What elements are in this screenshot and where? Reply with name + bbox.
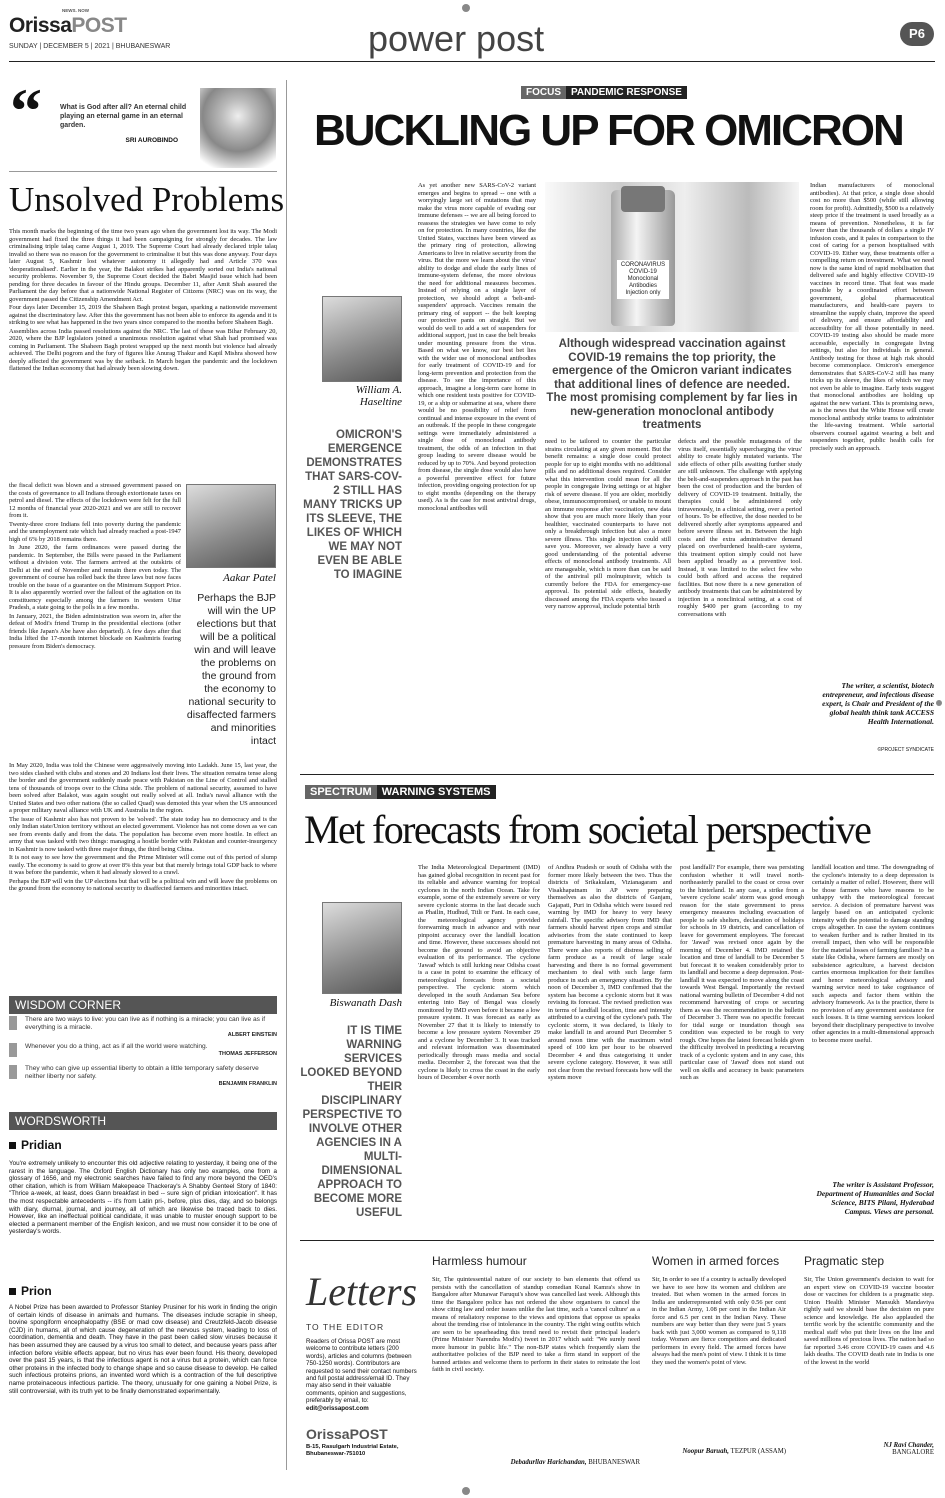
kicker-pandemic: PANDEMIC RESPONSE [566, 86, 687, 99]
editorial-p4: the fiscal deficit was blown and a stressed government passed on the costs of governance to all Indians through extortionate taxes on petrol and diesel. The effects of the lockdown were felt for the full 12 months of financial year 2020-2021 and we are still to recover from it. [9, 482, 181, 519]
forecast-col-4 [812, 864, 934, 1164]
omicron-col-4-text: Indian manufacturers of monoclonal antibodies). At that price, a single dose should cost no more than $500 (while still allowing room for profit). Admittedly, $500 is a relatively steep price if the treatment is used broadly as a means of prevention. Nonetheless, it is far lower than the thousands of dollars a single IV infusion costs, and it pales in comparison to the cost of caring for a person hospitalised with COVID-19. Either way, these treatments offer a compelling return on investment. What we need now is the same kind of rapid mobilisation that delivered safe and highly effective COVID-19 vaccines in record time. That feat was made possible by a coordinated effort between government, global pharmaceutical manufacturers, and health-care payers to streamline the supply chain, improve the speed of delivery, and ensure affordability and accessibility for all those potentially in need. COVID-19 testing also should be made more accessible, especially in congregate living settings, but also for individuals in general. Antibody testing for those at high risk should become commonplace. Omicron's emergence demonstrates that SARS-CoV-2 still has many tricks up its sleeve, the likes of which we may not even be able to imagine. Early tests suggest that monoclonal antibodies are holding up against the new variant. This is promising news, as is the news that the White House will create monoclonal antibody strike teams to administer the life-saving treatment. While sartorial observers counsel against wearing a belt and suspenders together, public health calls for precisely such an approach. [810, 182, 934, 452]
omicron-kicker [521, 86, 687, 99]
omicron-col-2 [545, 438, 671, 756]
omicron-bio: The writer, a scientist, biotech entrepreneur, and infectious disease expert, is Chair and President of the global health think tank ACCESS Health International. [822, 681, 934, 726]
omicron-credit: ©PROJECT SYNDICATE [877, 747, 934, 753]
forecast-kicker [305, 785, 496, 799]
forecast-col-1-text: The India Meteorological Department (IMD) has gained global recognition in recent past for its reliable and advance warning for tropical cyclones in the north Indian Ocean. Take for example, some of the extremely severe or very severe cyclonic storms in the last decade such as Phailin, Hudhud, Titli or Fani. In each case, the meteorological agency provided forewarning much in advance and with near pinpoint accuracy over the landfall location and time. However, these successes should not become the ground to avoid an objective evaluation of its performance. The cyclone 'Jawad' which is still lurking near Odisha coast is a case in point to examine the efficacy of meteorological forecasts from a societal perspective. The cyclonic storm which developed in the south Andaman Sea before entering into Bay of Bengal was closely monitored by IMD even before it became a low pressure system. It was forecast as early as November 27 that it is likely to intensify to become a low pressure system November 29 and a cyclone by December 3. It was tracked and relevant information was disseminated periodically through mass media and social media. December 2, the forecast was that the cyclone is likely to cross the coast in the early hours of December 4 over north [418, 864, 540, 1081]
header-rule [9, 61, 935, 62]
letter-2-signer: Noopur Baruah, [682, 1448, 729, 1455]
editorial-pullquote: Perhaps the BJP will win the UP elections but that will be a political win and will leave the problems on the ground from the economy to national security to disaffected farmers and minorities intact [186, 592, 276, 747]
omicron-col-1 [418, 182, 536, 756]
editorial-p11: Perhaps the BJP will win the UP elections but that will be a political win and will leave the problems on the ground from the economy to national security to disaffected farmers and minorities intact. [9, 877, 277, 892]
omicron-col-3 [678, 438, 802, 756]
wisdom-item [9, 1065, 277, 1087]
letters-subtitle: TO THE EDITOR [306, 1322, 385, 1332]
editorial-p5: Twenty-three crore Indians fell into poverty during the pandemic and the unemployment rate which had already reached a post-1947 high of 6% by 2018 remains there. [9, 520, 181, 543]
page-number: P6 [900, 22, 934, 46]
letters-info-text: Readers of Orissa POST are most welcome to contribute letters (200 words), articles and columns (between 750-1250 words). Contributors are requested to send their contact numbers and full postal address/email ID. They may also send in their valuable comments, opinion and suggestions, preferably by email, to: [306, 1338, 417, 1405]
forecast-col-1 [418, 864, 540, 1236]
aakar-patel-photo [186, 484, 276, 568]
editorial-p10: It is not easy to see how the government and the Prime Minister will come out of this period of slump easily. The economy is said to grow at over 8% this year but that merely brings total GDP back to where it was before the pandemic, when it had already slowed to a crawl. [9, 854, 277, 876]
letter-2-body [652, 1276, 786, 1446]
omicron-col-2-text: need to be tailored to counter the particular strains circulating at any given moment. But the benefit remains: a single dose could protect people for up to eight months with no additional pills and no additional doses required. Consider what this intervention could mean for all the people in congregate living settings or at higher risk of severe disease. If you are older, morbidly obese, immunocompromised, or unable to mount an immune response after vaccination, new data show that you are much more likely than your healthier, vaccinated counterparts to have not only a breakthrough infection but also a more severe illness. This single injection could still save you. Moreover, we already have a very good understanding of the potential adverse effects of monoclonal antibody treatments. All are manageable, which is more than can be said of the antiviral pill molnupiravir, which is currently before the FDA for emergency-use approval. Its potential side effects, heatedly discussed among the FDA experts who issued a very narrow approval, include potential birth [545, 438, 671, 610]
forecast-col-2 [548, 864, 672, 1236]
word-pridian-text [9, 1160, 277, 1278]
omicron-col-1-text: As yet another new SARS-CoV-2 variant emerges and begins to spread -- one with a worryingly large set of mutations that may make the virus more capable of evading our immune defenses -- we are all being forced to reassess the strategies we have come to rely on for protection. In many countries, like the United States, vaccines have been viewed as the primary ring of protection, allowing Americans to live in relative security from the virus. But the more we learn about the virus' ability to dodge and elude the early lines of immune-system defense, the more obvious the need for additional measures becomes. Instead of relying on a single layer of protection, we should adopt a 'belt-and-suspenders' approach. Vaccines remain the primary ring of support -- the belt keeping our protective pants on straight. But we would do well to add a set of suspenders for additional support, just in case the belt breaks under mounting pressure from the virus. Based on what we know, our best bet lies with the wider use of monoclonal antibodies for early treatment of COVID-19 and for long-term prevention and protection from the disease. To see the importance of this approach, imagine a long-term care home in which one resident tests positive for COVID-19, or a ship or submarine at sea, where there would be no possibility of relief from continual and intense exposure in the event of an outbreak. If the people in these congregate settings were immediately administered a single dose of monoclonal antibody treatment, the odds of an infection in that group leading to severe disease would be reduced by up to 70%. And beyond protection from disease, the single dose would also have a powerful preventive effect for future infection, providing ongoing protection for up to eight months (depending on the therapy used). As is the case for most antiviral drugs, monoclonal antibodies will [418, 182, 536, 512]
letter-2-text: Sir, In order to see if a country is actually developed we have to see how its women and children are treated. But when women in the armed forces in India are underrepresented with only 0.56 per cent in the Indian Army, 1.08 per cent in the Indian Air force and 6.5 per cent in the Indian Navy. These numbers are way better than they were just 5 years back with just 3,000 women as compared to 9,118 today. Women are fierce competitors and dedicated performers in every field. The armed forces have always had the men's point of view. I think it is time they used the women's point of view. [652, 1276, 786, 1366]
forecast-col-2-text: of Andhra Pradesh or south of Odisha with the former more likely between the two. Thus the districts of Srikakulam, Vizianagaram and Visakhapatnam in AP were preparing themselves as also the districts of Ganjam, Gajapati, Puri in Odisha which were issued red warning by IMD for heavy to very heavy rainfall. The specific advisory from IMD that farmers should harvest ripen crops and similar advisories from the state continued to keep premature harvesting in many areas of Odisha. There were also reports of distress selling of farm produce as a result of large scale harvesting and there is no formal government mechanism to deal with such large farm produce in such an emergency situation. By the noon of December 3, IMD confirmed that the system has become a cyclonic storm but it was revising its forecast. The revised prediction was in terms of landfall location, time and intensity attributed to a curving of the cyclone's path. The cyclonic storm, it was declared, is likely to make landfall in and around Puri December 5 around noon time with the maximum wind speed of 100 km per hour to be observed December 4 and thus categorising it under severe cyclone category. However, it was still not clear from the revised forecasts how will the system move [548, 864, 672, 1081]
editorial-p1: This month marks the beginning of the time two years ago when the government lost its way. The Modi government had fixed the three things it had been campaigning for strongly for decades. The law criminalising triple talaq came August 1, 2019. The Supreme Court had already declared triple talaq invalid so there was no reason for the government to criminalise it but this was done anyway. Four days later August 5, Kashmir lost whatever autonomy it allegedly had and Article 370 was 'deoperationalised'. Earlier in the year, the Balakot strikes had apparently sorted out India's national security problems. November 9, the Supreme Court decided the Babri Masjid issue which had been pending for three decades in favour of the Hindu groups. December 11, after Amit Shah assured the Parliament the day before that a nationwide National Register of Citizens (NRC) was on its way, the government passed the Citizenship Amendment Act. [9, 228, 277, 303]
forecast-pullquote: IT IS TIME WARNING SERVICES LOOKED BEYOND THEIR DISCIPLINARY PERSPECTIVE TO INVOLVE OTHER AGENCIES IN A MULTI-DIMENSIONAL APPROACH TO BECOME MORE USEFUL [300, 1025, 402, 1219]
wordsworth-heading: WORDSWORTH [9, 1112, 277, 1130]
letter-1-text: Sir, The quintessential nature of our society to ban elements that offend us persists with the cancellation of standup comedian Kunal Kamra's show in Bangalore after Munawar Faruqui's show was cancelled last week. Although this time the Bangalore police has not ordered the show organisers to cancel the show citing law and order issues unlike the last time, such a 'cancel culture' as a means of retaliatory response to the views and opinions that oppose us speaks about the trending rise of intolerance in the country. The right wing outfits which are seen to be spearheading this trend need to revisit their principal leader's (Prime Minister Narendra Modi's) tweet in 2017 which said: "We surely need more humour in public life." The non-BJP states which frequently slam the authoritative policies of the BJP need to take a firm stand in support of the banned artistes and welcome them to perform in their states to reinstate the lost faith in civil society. [432, 1276, 640, 1373]
square-bullet-icon [9, 1288, 16, 1295]
quote-text: What is God after all? An eternal child playing an eternal game in an eternal garden. [60, 104, 187, 129]
word-prion-text [9, 1304, 277, 1468]
logo-tagline: NEWS. NOW [62, 8, 89, 13]
word-pridian-body: You're extremely unlikely to encounter this old adjective relating to yesterday, it being one of the rarest in the language. The Oxford English Dictionary has only two examples, one from a glossary of 1656, and my electronic searches have failed to find any more beyond the OED's other citation, which is from William Makepeace Thackeray's A Shabby Genteel Story of 1840: "Thrice a-week, at least, does Gann breakfast in bed -- sure sign of pridian intoxication". It has the most respectable antecedents -- it's from Latin pri-, before, plus dies, day, and so belongs with diary, diurnal, journal, and journey, all of which are likewise be traced back to dies. However, like an ineffectual political candidate, it was unable to muster enough support to be elected a permanent member of the English lexicon, and we must now consider it to be one of yesterday's words. [9, 1160, 277, 1236]
registration-mark-icon [462, 4, 470, 12]
letters-title: Letters [306, 1269, 418, 1314]
forecast-col-3-text: post landfall? For example, there was persisting confusion whether it will travel north-northeasterly parallel to the coast or cross over to the hinterland. In any case, a strike from a 'severe cyclone scale' storm was good enough reason for the state government to press emergency measures including evacuation of people to safe shelters, declaration of holidays for schools in 19 districts, and cancellation of leave for government employees. The forecast for 'Jawad' was revised once again by the morning of December 4. IMD retained the location and time of landfall to be December 5 but forecast it to weaken considerably prior to its landfall and become a deep depression. Post-landfall it was expected to move along the coast towards West Bengal. Importantly the revised national warning bulletin of December 4 did not recommend harvesting of crops or securing them as was the recommendation in the bulletin of December 3. There was no specific forecast for tidal surge or inundation though sea condition was expected to be rough to very rough. One hopes the latest forecast holds given the difficulty involved in predicting a recurving track of a cyclonic system and in any case, this particular case of 'Jawad' does not stand out well on skills and accuracy in basic parameters such as [680, 864, 804, 1081]
masthead-logo [9, 14, 127, 38]
editorial-p9: The issue of Kashmir also has not proven to be 'solved'. The state today has no democracy and is the only Indian state/Union territory without an elected government. Violence has not come down as we can see from events daily and from the data. The population has become even more hostile. In effect an army that was tasked with two things: managing a hostile border with Pakistan and counter-insurgency in Kashmir is now tasked with three major things, the third being China. [9, 815, 277, 853]
vial-cap-icon [621, 186, 665, 212]
letter-2-title: Women in armed forces [652, 1254, 780, 1268]
omicron-col-4 [810, 182, 934, 670]
letter-1-sign [432, 1459, 640, 1466]
omicron-author: William A. Haseltine [355, 384, 402, 408]
letters-info [306, 1338, 418, 1412]
omicron-pullquote: OMICRON'S EMERGENCE DEMONSTRATES THAT SARS-COV-2 STILL HAS MANY TRICKS UP ITS SLEEVE, THE LIKES OF WHICH WE MAY NOT EVEN BE ABLE TO IMAGINE [303, 429, 402, 581]
letter-2-sign [652, 1448, 786, 1455]
forecast-author: Biswanath Dash [329, 997, 402, 1009]
wisdom-text: They who can give up essential liberty to obtain a little temporary safety deserve neither liberty nor safety. [25, 1065, 259, 1080]
letters-email[interactable]: edit@orissapost.com [306, 1404, 369, 1412]
wisdom-heading: WISDOM CORNER [9, 996, 277, 1014]
wisdom-item [9, 1043, 277, 1057]
word-prion-label: Prion [21, 1284, 52, 1298]
header-date: SUNDAY | DECEMBER 5 | 2021 | BHUBANESWAR [9, 43, 171, 50]
letters-logo: OrissaPOST [306, 1426, 388, 1442]
registration-mark-icon [462, 1487, 470, 1495]
editorial-title: Unsolved Problems [9, 180, 285, 219]
editorial-body-left [9, 482, 181, 762]
vial-label: CORONAVIRUS COVID-19 Monoclonal Antibodies Injection only [617, 260, 669, 299]
letter-1-title: Harmless humour [432, 1254, 527, 1268]
letter-1-place: BHUBANESWAR [588, 1459, 640, 1466]
omicron-caption: Although widespread vaccination against COVID-19 remains the top priority, the emergence of the Omicron variant indicates that additional lines of defence are needed. The most promising complement by far lies in new-generation monoclonal antibody treatments [546, 338, 798, 431]
letter-3-body [804, 1276, 934, 1446]
letter-3-sign [804, 1442, 934, 1456]
quote-bar-icon [9, 1043, 17, 1057]
editorial-p7: In January, 2021, the Biden administration was sworn in, after the defeat of Modi's friend Trump in the presidential elections (other friends like Japan's Abe have also departed). A few days after that India lifted the 17-month internet blockade on Kashmiris fearing pressure from Biden's democracy. [9, 612, 181, 650]
kicker-warning: WARNING SYSTEMS [377, 785, 496, 799]
editorial-author: Aakar Patel [223, 572, 276, 584]
wisdom-list [9, 1016, 277, 1087]
omicron-title: BUCKLING UP FOR OMICRON [314, 106, 903, 155]
column-divider [286, 80, 287, 1470]
biswanath-dash-photo [322, 902, 402, 994]
wisdom-author: ALBERT EINSTEIN [227, 1032, 277, 1038]
letter-1-body [432, 1276, 640, 1456]
wisdom-author: BENJAMIN FRANKLIN [218, 1081, 277, 1087]
forecast-bio: The writer is Assistant Professor, Department of Humanities and Social Science, BITS Pilani, Hyderabad Campus. Views are personal. [816, 1180, 934, 1216]
letter-3-title: Pragmatic step [804, 1254, 885, 1268]
letters-address: B-15, Rasulgarh Industrial Estate, Bhubaneswar-751010 [306, 1444, 399, 1457]
aurobindo-portrait [200, 88, 276, 168]
registration-mark-icon [936, 700, 942, 706]
word-prion-body: A Nobel Prize has been awarded to Professor Stanley Prusiner for his work in finding the origin of certain kinds of disease in animals and humans. The diseases include scrapie in sheep, bovine spongiform encephalopathy (BSE or mad cow disease) and Creutzfeld-Jacob disease (CJD) in humans, all of which cause degeneration of the nervous system, leading to loss of coordination, dementia and death. They have in the past been called slow viruses because it has been assumed they are caused by a virus too small to detect, and because years pass after infection before visible effects appear, but no virus has ever been found. His theory, developed over the past 15 years, is that the infectious agent is not a virus but a protein, which can force other proteins in the infected body to change shape and so cause disease to develop. He called such infectious proteins prions, an invented word which is a contraction of the full descriptive name proteinaceous infectious particle. The theory, unusually for one gaining a Nobel Prize, is still controversial, with its truth yet to be finally demonstrated experimentally. [9, 1304, 277, 1395]
forecast-col-3 [680, 864, 804, 1236]
editorial-p2: Four days later December 15, 2019 the Shaheen Bagh protest began, sparking a nationwide movement against the discriminatory law. After this the government has not been able to enforce its agenda and it is striking to see what has happened in the two years since compared to the months before Shaheen Bagh. [9, 304, 277, 326]
word-pridian-label: Pridian [21, 1138, 62, 1152]
editorial-p3: Assemblies across India passed resolutions against the NRC. The last of these was Bihar February 20, 2020, where the BJP legislators joined a unanimous resolution against what Shah had promised was coming in Parliament. The Shaheen Bagh protest wrapped up the next month but violence had already achieved. The Delhi pogrom and the fury of figures like Anurag Thakur and Kapil Mishra showed how deeply affected the government was by the setback. In March began the pandemic and the lockdown flattened the Indian economy that had already been slowing down. [9, 327, 277, 372]
wisdom-author: THOMAS JEFFERSON [218, 1051, 277, 1057]
editorial-p8: In May 2020, India was told the Chinese were aggressively moving into Ladakh. June 15, last year, the two sides clashed with clubs and stones and 20 Indians lost their lives. The situation remains tense along the border and the government suddenly made peace with Pakistan on the Line of Control and stalled tens of thousands of troops over to the China side. The problem of national security, assumed to have been solved after Balakot, was again sought out really solved at all. India's naval alliance with the United States and two other nations (the so called Quad) was demoted this year when the US announced a proper military naval alliance with UK and Australia in the region. [9, 762, 277, 814]
square-bullet-icon [9, 1142, 16, 1149]
wisdom-item [9, 1016, 277, 1038]
vial-icon [611, 190, 675, 326]
section-title: power post [368, 18, 545, 59]
vaccine-vial-photo [545, 182, 799, 332]
wisdom-text: There are two ways to live: you can live as if nothing is a miracle; you can live as if everything is a miracle. [25, 1016, 266, 1031]
quote-rule [9, 171, 277, 172]
word-pridian-title [9, 1138, 62, 1152]
haseltine-photo [322, 296, 402, 382]
quote-bar-icon [9, 1065, 17, 1079]
wisdom-text: Whenever you do a thing, act as if all the world were watching. [25, 1043, 208, 1050]
section-rule [300, 1240, 934, 1241]
letter-3-text: Sir, The Union government's decision to wait for an expert view on COVID-19 vaccine booster dose or vaccines for children is a pragmatic step. Union Health Minister Mansukh Mandaviya rightly said we should base the decision on pure science and knowledge. He also applauded the terrific work by the scientific community and the medical staff who put their lives on the line and saved millions of precious lives. The nation had so far reported 3.46 crore COVID-19 cases and 4.6 lakh deaths. The COVID death rate in India is one of the lowest in the world [804, 1276, 934, 1366]
kicker-focus: FOCUS [521, 86, 566, 99]
editorial-body-bottom [9, 762, 277, 980]
letter-2-place: TEZPUR (ASSAM) [730, 1448, 786, 1455]
quote-mark-icon: “ [10, 75, 42, 146]
letter-1-signer: Debadurllav Harichandan, [510, 1459, 587, 1466]
letter-3-place: BANGALORE [892, 1449, 934, 1456]
kicker-spectrum: SPECTRUM [305, 785, 377, 799]
logo-post: POST [71, 14, 127, 37]
logo-text: Orissa [9, 14, 72, 37]
quote-author: SRI AUROBINDO [125, 137, 178, 144]
forecast-col-4-text: landfall location and time. The downgrading of the cyclone's intensity to a deep depression is certainly a matter of relief. However, there will be those farmers who have reasons to be unhappy with the meteorological forecast service. A decision of premature harvest was largely based on an anticipated cyclonic intensity with the potential to damage standing crops altogether. In case the system continues to weaken further and is rather limited in its overall impact, then who will be responsible for the material losses of farming families? In a state like Odisha, where farmers are mostly on subsistence agriculture, a harvest decision carries enormous implication for their families and hence meteorological advisory and warning service need to take cognisance of such aspects and factor them within the advisory framework. As is the practice, there is no provision of any government assistance for such losses. It is time warning services looked beyond their disciplinary perspective to involve other agencies in a multi-dimensional approach to become more useful. [812, 864, 934, 1044]
editorial-p6: In June 2020, the farm ordinances were passed during the pandemic. In September, the Bills were passed in the Parliament without a division vote. The farmers arrived at the outskirts of Delhi at the end of November and remain there even today. The government of course has rolled back the three laws but now faces trouble on the issue of a guarantee on the Minimum Support Price. It is also apparently worried over the fallout of the agitation on its constituency especially among the farmers in western Uttar Pradesh, a state going to the polls in a few months. [9, 544, 181, 611]
word-prion-title [9, 1284, 52, 1298]
editorial-body-top [9, 228, 277, 482]
letter-3-signer: NJ Ravi Chander, [883, 1442, 934, 1449]
quote-bar-icon [9, 1016, 17, 1030]
section-rule [300, 774, 934, 775]
forecast-title: Met forecasts from societal perspective [304, 807, 871, 852]
omicron-col-3-text: defects and the possible mutagenesis of the virus itself, essentially supercharging the virus' ability to create highly mutated variants. The side effects of other pills awaiting further study are still unknown. The challenge with applying the belt-and-suspenders approach in the past has been the cost of production and the burden of delivery of COVID-19 treatment. Initially, the therapies could be administered only intravenously, in a clinical setting, over a period of hours. To be effective, the dose needed to be delivered shortly after symptoms appeared and before severe illness set in. Between the high costs and the extra administrative demand placed on overburdened health-care systems, this treatment option simply could not have been applied broadly as a preventive tool. Instead, it was limited to the select few who could both afford and access the required facilities. But now there is a new generation of antibody treatments that can be administered by injection in a nonclinical setting, at a cost of roughly $400 per gram (according to my conversations with [678, 438, 802, 618]
